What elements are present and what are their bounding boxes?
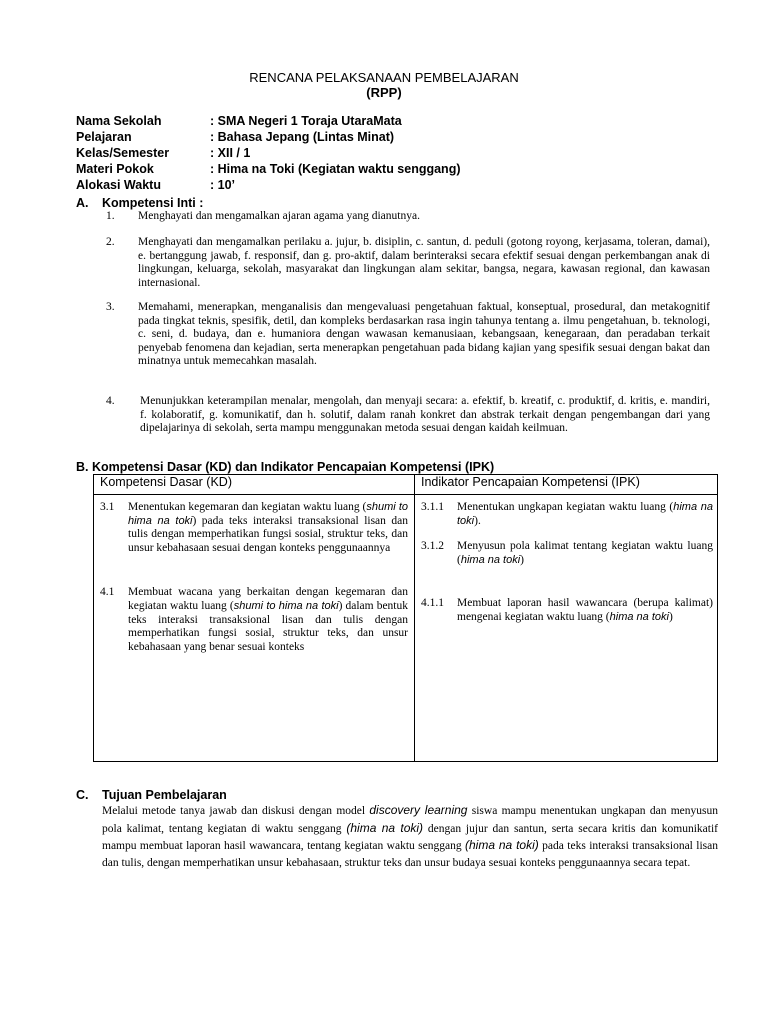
section-letter: B.	[76, 460, 89, 474]
item-text: Menghayati dan mengamalkan perilaku a. jujur, b. disiplin, c. santun, d. peduli (gotong royong, kerjasama, toleran, damai), e. bertanggung jawab, f. responsif, dan g. pro-aktif, dalam berinteraksi secara efektif sesuai dengan perkembangan anak di lingkungan, keluarga, sekolah, masyarakat dan lingkungan alam sekitar, bangsa, negara, kawasan regional, dan kawasan internasional.	[138, 236, 710, 289]
tujuan-text: pada teks interaksi transaksional lisan dan tulis, dengan memperhatikan unsur kebahasaan, struktur teks dan unsur budaya sesuai konteks penggunaannya secara tepat.	[102, 840, 718, 869]
kd-text-italic: shumi to hima na toki	[128, 501, 408, 527]
ipk-entry-3-1-2	[421, 540, 713, 567]
section-b-heading	[76, 459, 494, 475]
ipk-text-part: )	[520, 553, 524, 566]
tujuan-italic: (hima na toki)	[465, 838, 539, 852]
doc-title: RENCANA PELAKSANAAN PEMBELAJARAN	[249, 70, 519, 85]
info-row	[76, 129, 461, 145]
info-value: : SMA Negeri 1 Toraja UtaraMata	[210, 114, 402, 128]
info-row	[76, 113, 461, 129]
info-row	[76, 145, 461, 161]
kd-text-part: Membuat wacana yang berkaitan dengan kegemaran dan kegiatan waktu luang (	[128, 586, 408, 612]
kd-text	[128, 501, 408, 555]
ipk-entry-4-1-1	[421, 597, 713, 624]
ipk-text-part: Menentukan ungkapan kegiatan waktu luang (	[457, 501, 674, 513]
kd-text-part: Menentukan kegemaran dan kegiatan waktu luang (	[128, 501, 367, 513]
info-label: Materi Pokok	[76, 162, 154, 176]
item-text: Memahami, menerapkan, menganalisis dan mengevaluasi pengetahuan faktual, konseptual, prosedural, dan metakognitif pada tingkat teknis, spesifik, detil, dan kompleks berdasarkan rasa ingin tahunya tentang a. ilmu pengetahuan, b. teknologi, c. seni, d. budaya, dan e. humaniora dengan wawasan kemanusiaan, kebangsaan, kenegaraan, dan peradaban terkait penyebab fenomena dan kejadian, serta menerapkan pengetahuan pada bidang kajian yang spesifik sesuai dengan bakat dan minatnya untuk memecahkan masalah.	[138, 301, 710, 368]
info-row	[76, 177, 461, 193]
ipk-text	[457, 540, 713, 567]
section-title: Kompetensi Inti :	[102, 196, 204, 210]
tujuan-text: siswa mampu menentukan ungkapan dan menyusun pola kalimat, tentang kegiatan di waktu senggang	[102, 805, 718, 835]
tujuan-text: Melalui metode tanya jawab dan diskusi dengan model	[102, 805, 370, 817]
section-title: Tujuan Pembelajaran	[102, 788, 227, 802]
tujuan-italic: discovery learning	[369, 803, 468, 817]
kd-cell-content	[100, 501, 408, 654]
item-number: 1.	[106, 210, 115, 222]
info-value: : 10’	[210, 178, 236, 192]
ipk-code: 4.1.1	[421, 597, 444, 610]
kd-text-part: ) dalam bentuk teks interaksi transaksional lisan dan tulis dengan memperhatikan fungsi sosial, struktur teks, dan unsur kebahasaan yang benar sesuai konteks	[128, 599, 409, 653]
item-number: 3.	[106, 301, 115, 313]
ipk-text	[457, 597, 713, 624]
ipk-text-part: Menyusun pola kalimat tentang kegiatan waktu luang (	[457, 540, 713, 566]
kd-text-part: ) pada teks interaksi transaksional lisan dan tulis dengan memperhatikan fungsi sosial, struktur teks, dan unsur kebahasaan sesuai dengan konteks penggunaannya	[128, 514, 408, 554]
section-letter: C.	[76, 788, 89, 802]
school-info	[76, 113, 461, 193]
tujuan-text: dengan jujur dan santun, serta secara kritis dan komunikatif mampu membuat laporan hasil wawancara, tentang kegiatan waktu senggang	[102, 822, 718, 852]
col-header-kd: Kompetensi Dasar (KD)	[94, 475, 415, 495]
tujuan-paragraph	[102, 802, 718, 871]
ipk-text-part: Membuat laporan hasil wawancara (berupa kalimat) mengenai kegiatan waktu luang (	[457, 597, 713, 623]
ipk-entry-3-1-1	[421, 501, 713, 528]
item-number: 2.	[106, 236, 115, 248]
col-header-ipk: Indikator Pencapaian Kompetensi (IPK)	[415, 475, 718, 495]
info-label: Pelajaran	[76, 130, 132, 144]
table-header-row	[94, 475, 718, 495]
info-value: : XII / 1	[210, 146, 251, 160]
info-value: : Bahasa Jepang (Lintas Minat)	[210, 130, 395, 144]
info-row	[76, 161, 461, 177]
doc-subtitle: (RPP)	[366, 85, 402, 100]
ipk-text-part: )	[668, 610, 673, 623]
section-letter: A.	[76, 196, 89, 210]
ipk-cell	[415, 495, 718, 762]
item-text: Menunjukkan keterampilan menalar, mengolah, dan menyaji secara: a. efektif, b. kreatif, c. produktif, d. kritis, e. mandiri, f. kolaboratif, g. komunikatif, dan h. solutif, dalam ranah konkret dan abstrak terkait dengan pengembangan dari yang dipelajarinya di sekolah, serta mampu menggunakan metoda sesuai dengan kaidah keilmuan.	[140, 395, 710, 435]
tujuan-italic: (hima na toki)	[346, 820, 424, 835]
item-text: Menghayati dan mengamalkan ajaran agama yang dianutnya.	[138, 210, 420, 222]
kd-text-italic: shumi to hima na toki	[233, 599, 339, 612]
section-c-heading	[76, 787, 227, 803]
ipk-code: 3.1.2	[421, 540, 444, 553]
ipk-text-part: ).	[474, 514, 481, 527]
ipk-text	[457, 501, 713, 528]
kd-code: 4.1	[100, 586, 115, 599]
ipk-code: 3.1.1	[421, 501, 444, 513]
section-a-heading	[76, 195, 203, 211]
item-number: 4.	[106, 395, 115, 407]
info-label: Alokasi Waktu	[76, 178, 161, 192]
kd-cell	[94, 495, 415, 762]
kd-text	[128, 586, 408, 654]
kd-ipk-table	[93, 474, 718, 762]
ipk-cell-content	[421, 501, 713, 625]
ipk-text-italic: hima na toki	[609, 610, 669, 623]
table-row	[94, 495, 718, 762]
ipk-text-italic: hima na toki	[457, 501, 713, 527]
info-label: Nama Sekolah	[76, 114, 162, 128]
kd-code: 3.1	[100, 501, 115, 513]
ipk-text-italic: hima na toki	[460, 553, 521, 566]
info-label: Kelas/Semester	[76, 146, 170, 160]
section-title: Kompetensi Dasar (KD) dan Indikator Pencapaian Kompetensi (IPK)	[91, 460, 495, 474]
kd-entry-4-1	[100, 586, 408, 654]
kd-entry-3-1	[100, 501, 408, 555]
info-value: : Hima na Toki (Kegiatan waktu senggang)	[210, 162, 461, 176]
